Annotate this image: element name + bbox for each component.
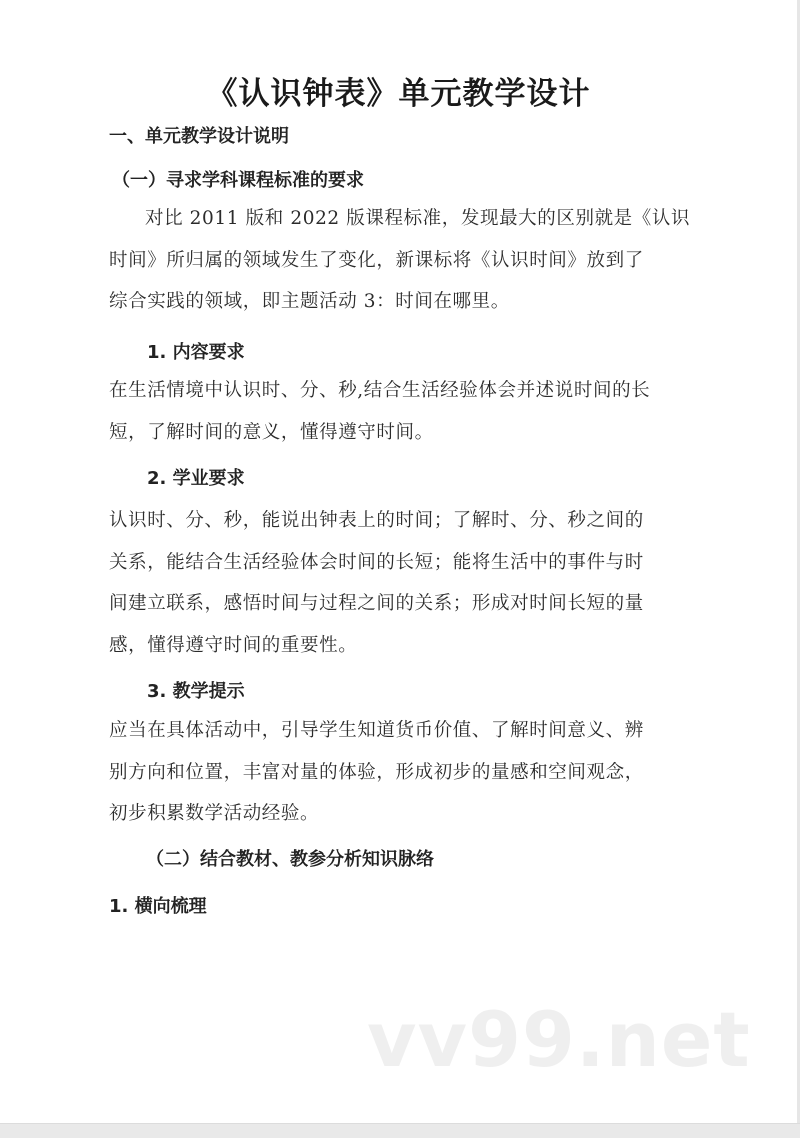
content-requirement-paragraph (109, 370, 699, 453)
paragraph-line: 时间》所归属的领域发生了变化，新课标将《认识时间》放到了 (109, 249, 644, 271)
paragraph-line: 感，懂得遵守时间的重要性。 (109, 634, 358, 656)
paragraph-line: 综合实践的领域，即主题活动 3：时间在哪里。 (109, 291, 510, 312)
paragraph-line: 初步积累数学活动经验。 (109, 803, 320, 824)
teaching-tips-paragraph (109, 710, 699, 835)
item-heading-horizontal-review: 1. 横向梳理 (109, 896, 207, 917)
item-heading-content-requirement: 1. 内容要求 (147, 342, 245, 363)
paragraph-line: 短，了解时间的意义，懂得遵守时间。 (109, 421, 434, 443)
paragraph-line: 关系，能结合生活经验体会时间的长短；能将生活中的事件与时 (109, 551, 644, 573)
paragraph-line: 应当在具体活动中，引导学生知道货币价值、了解时间意义、辨 (109, 720, 644, 741)
paragraph-line: 在生活情境中认识时、分、秒,结合生活经验体会并述说时间的长 (109, 380, 651, 401)
document-title: 《认识钟表》单元教学设计 (206, 76, 591, 112)
watermark: vv99.net (367, 995, 751, 1084)
academic-requirement-paragraph (109, 500, 699, 666)
paragraph-line: 别方向和位置，丰富对量的体验，形成初步的量感和空间观念， (109, 761, 644, 783)
subsection-heading-curriculum-standard: （一）寻求学科课程标准的要求 (112, 170, 364, 191)
item-heading-academic-requirement: 2. 学业要求 (147, 468, 245, 489)
item-heading-teaching-tips: 3. 教学提示 (147, 681, 245, 702)
intro-paragraph (109, 198, 699, 323)
paragraph-line: 对比 2011 版和 2022 版课程标准，发现最大的区别就是《认识 (145, 208, 691, 229)
subsection-heading-knowledge-context: （二）结合教材、教参分析知识脉络 (146, 849, 434, 870)
page-bottom-edge (0, 1123, 800, 1138)
paragraph-line: 认识时、分、秒，能说出钟表上的时间；了解时、分、秒之间的 (109, 510, 644, 531)
paragraph-line: 间建立联系，感悟时间与过程之间的关系；形成对时间长短的量 (109, 593, 644, 614)
section-heading-unit-design: 一、单元教学设计说明 (109, 126, 289, 147)
